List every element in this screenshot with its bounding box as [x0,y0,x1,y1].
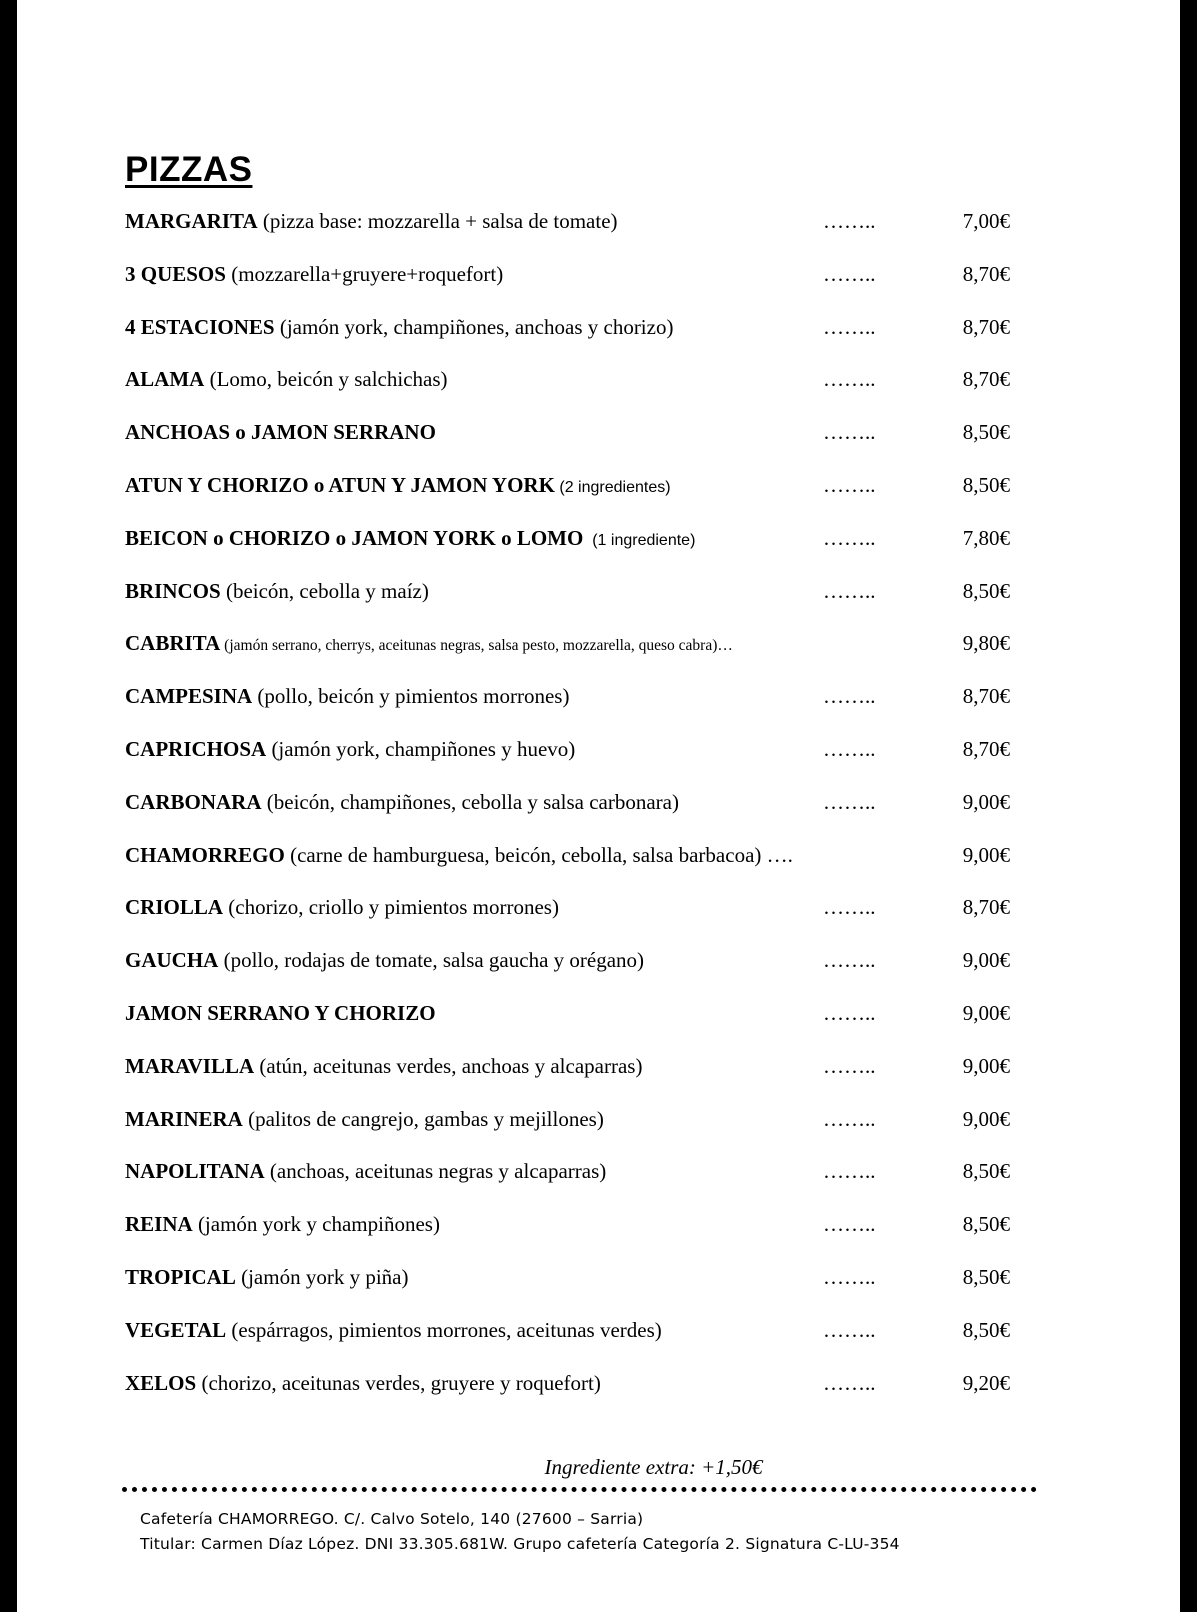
menu-item-text [125,526,695,550]
leader-dots: …….. [823,1001,876,1025]
leader-dots: …….. [823,895,876,920]
pizza-description: (espárragos, pimientos morrones, aceitunas verdes) [226,1317,662,1342]
menu-item-text [125,315,673,339]
leader-dots: …….. [823,1159,876,1184]
menu-item-text [125,420,436,444]
menu-item [125,417,1125,447]
pizza-description: (mozzarella+gruyere+roquefort) [225,261,504,286]
pizza-price: 8,70€ [962,684,1010,709]
pizza-price: 9,00€ [962,842,1010,867]
menu-item [125,364,1125,394]
leader-dots: …….. [823,948,876,973]
pizza-price: 8,70€ [962,261,1010,286]
pizza-price: 8,50€ [962,1212,1010,1237]
pizza-name: XELOS [125,1370,197,1395]
pizza-description: (jamón york y piña) [235,1265,409,1289]
pizza-price: 8,50€ [962,1265,1010,1289]
extra-ingredient-note: Ingrediente extra: +1,50€ [544,1455,763,1479]
pizza-name: CABRITA [125,631,221,656]
pizza-name: 3 QUESOS [125,261,226,286]
pizza-description: (2 ingredientes) [554,479,671,496]
pizza-price: 8,70€ [962,314,1010,339]
menu-item-text [125,1318,662,1342]
pizza-name: REINA [125,1212,193,1237]
pizza-name: BRINCOS [125,578,221,603]
pizza-description: (jamón york y champiñones) [192,1212,440,1237]
pizza-description: (jamón york, champiñones, anchoas y chorizo) [274,314,674,339]
pizza-description: (anchoas, aceitunas negras y alcaparras) [264,1159,607,1184]
pizza-name: VEGETAL [125,1317,227,1342]
pizza-name: ALAMA [125,367,205,392]
leader-dots: …….. [823,1212,876,1237]
menu-item [125,840,1125,870]
menu-item [125,206,1125,236]
menu-item-text [125,1054,642,1078]
menu-item-text [125,473,671,497]
menu-item [125,1262,1125,1292]
menu-item-text [125,684,569,708]
menu-item [125,628,1125,658]
menu-item [125,681,1125,711]
pizza-name: CRIOLLA [125,895,224,920]
pizza-price: 8,50€ [962,578,1010,603]
pizza-price: 9,80€ [962,631,1010,656]
menu-item-text [125,262,503,286]
pizza-name: CHAMORREGO [125,842,285,867]
pizza-name: ANCHOAS o JAMON SERRANO [125,420,436,445]
pizza-description: (carne de hamburguesa, beicón, cebolla, salsa barbacoa) …. [284,842,793,867]
pizza-description: (atún, aceitunas verdes, anchoas y alcaparras) [254,1053,643,1078]
footer-owner-info: Titular: Carmen Díaz López. DNI 33.305.681W. Grupo cafetería Categoría 2. Signatura C-LU-354 [140,1535,900,1553]
leader-dots: …….. [823,209,876,233]
pizza-price: 9,00€ [962,1106,1010,1131]
pizza-price: 9,00€ [962,948,1010,973]
pizza-description: (chorizo, aceitunas verdes, gruyere y roquefort) [196,1370,601,1395]
pizza-name: BEICON o CHORIZO o JAMON YORK o LOMO [125,525,584,550]
pizza-description: (pollo, rodajas de tomate, salsa gaucha y orégano) [218,948,645,973]
leader-dots: …….. [823,737,876,761]
pizza-description: (jamón york, champiñones y huevo) [266,737,576,761]
leader-dots: …….. [823,684,876,709]
menu-page [17,0,1180,1612]
pizza-price: 9,00€ [962,1053,1010,1078]
menu-item-text [125,209,618,233]
menu-item [125,523,1125,553]
menu-item-text [125,790,679,814]
pizza-description: (1 ingrediente) [583,531,696,549]
pizza-price: 7,80€ [962,525,1010,550]
menu-item-text [125,1265,408,1289]
menu-item [125,892,1125,922]
leader-dots: …….. [823,1053,876,1078]
leader-dots: …….. [823,789,876,814]
menu-item [125,734,1125,764]
leader-dots: …….. [823,1265,876,1289]
menu-item-text [125,843,793,867]
menu-item-text [125,737,575,761]
pizza-price: 8,70€ [962,895,1010,920]
pizza-price: 8,70€ [962,737,1010,761]
menu-item-text [125,367,448,391]
pizza-price: 8,50€ [962,420,1010,445]
pizza-name: 4 ESTACIONES [125,314,275,339]
menu-item [125,945,1125,975]
menu-item [125,259,1125,289]
pizza-name: CAMPESINA [125,684,253,709]
pizza-name: TROPICAL [125,1265,236,1289]
menu-item-text [125,1212,440,1236]
leader-dots: …….. [823,525,876,550]
leader-dots: …….. [823,578,876,603]
menu-item-text [125,1001,436,1025]
pizza-name: CARBONARA [125,789,262,814]
leader-dots: …….. [823,420,876,445]
pizza-price: 7,00€ [962,209,1010,233]
menu-item-text [125,1371,601,1395]
menu-item [125,1104,1125,1134]
pizza-price: 8,50€ [962,1159,1010,1184]
menu-item [125,1156,1125,1186]
menu-item [125,998,1125,1028]
menu-item [125,1209,1125,1239]
pizza-price: 9,00€ [962,1001,1010,1025]
menu-item [125,787,1125,817]
menu-item [125,576,1125,606]
leader-dots: …….. [823,473,876,497]
menu-item-text [125,631,733,655]
pizza-description: (beicón, cebolla y maíz) [220,578,429,603]
footer-address: Cafetería CHAMORREGO. C/. Calvo Sotelo, 140 (27600 – Sarria) [140,1510,644,1528]
menu-item [125,1051,1125,1081]
pizza-description: (chorizo, criollo y pimientos morrones) [223,895,559,920]
pizza-description: (palitos de cangrejo, gambas y mejillones) [242,1106,604,1131]
menu-item-text [125,1107,604,1131]
pizza-price: 8,50€ [962,473,1010,497]
leader-dots: …….. [823,1370,876,1395]
leader-dots: …….. [823,314,876,339]
pizza-description: (Lomo, beicón y salchichas) [204,367,448,392]
pizza-name: CAPRICHOSA [125,737,267,761]
leader-dots: …….. [823,367,876,392]
menu-item [125,1368,1125,1398]
pizza-name: JAMON SERRANO Y CHORIZO [125,1001,436,1025]
pizza-description: (pizza base: mozzarella + salsa de tomate) [257,209,618,233]
pizza-price: 9,00€ [962,789,1010,814]
menu-item-text [125,1159,606,1183]
pizza-name: MARAVILLA [125,1053,255,1078]
pizza-price: 8,70€ [962,367,1010,392]
menu-item-text [125,948,644,972]
leader-dots: …….. [823,1317,876,1342]
leader-dots: …….. [823,1106,876,1131]
menu-item [125,1315,1125,1345]
pizza-price: 9,20€ [962,1370,1010,1395]
pizza-name: ATUN Y CHORIZO o ATUN Y JAMON YORK [125,473,555,497]
pizza-name: MARINERA [125,1106,243,1131]
pizza-description: (jamón serrano, cherrys, aceitunas negras, salsa pesto, mozzarella, queso cabra)… [220,637,733,655]
menu-item-text [125,895,559,919]
dotted-divider [122,1487,1037,1492]
pizza-description: (beicón, champiñones, cebolla y salsa carbonara) [261,789,679,814]
page-title: PIZZAS [125,150,253,189]
menu-item [125,470,1125,500]
menu-item-text [125,579,429,603]
pizza-name: GAUCHA [125,948,219,973]
pizza-name: MARGARITA [125,209,258,233]
menu-item [125,312,1125,342]
footer [140,1507,900,1557]
pizza-description: (pollo, beicón y pimientos morrones) [252,684,570,709]
leader-dots: …….. [823,261,876,286]
pizza-price: 8,50€ [962,1317,1010,1342]
pizza-name: NAPOLITANA [125,1159,265,1184]
